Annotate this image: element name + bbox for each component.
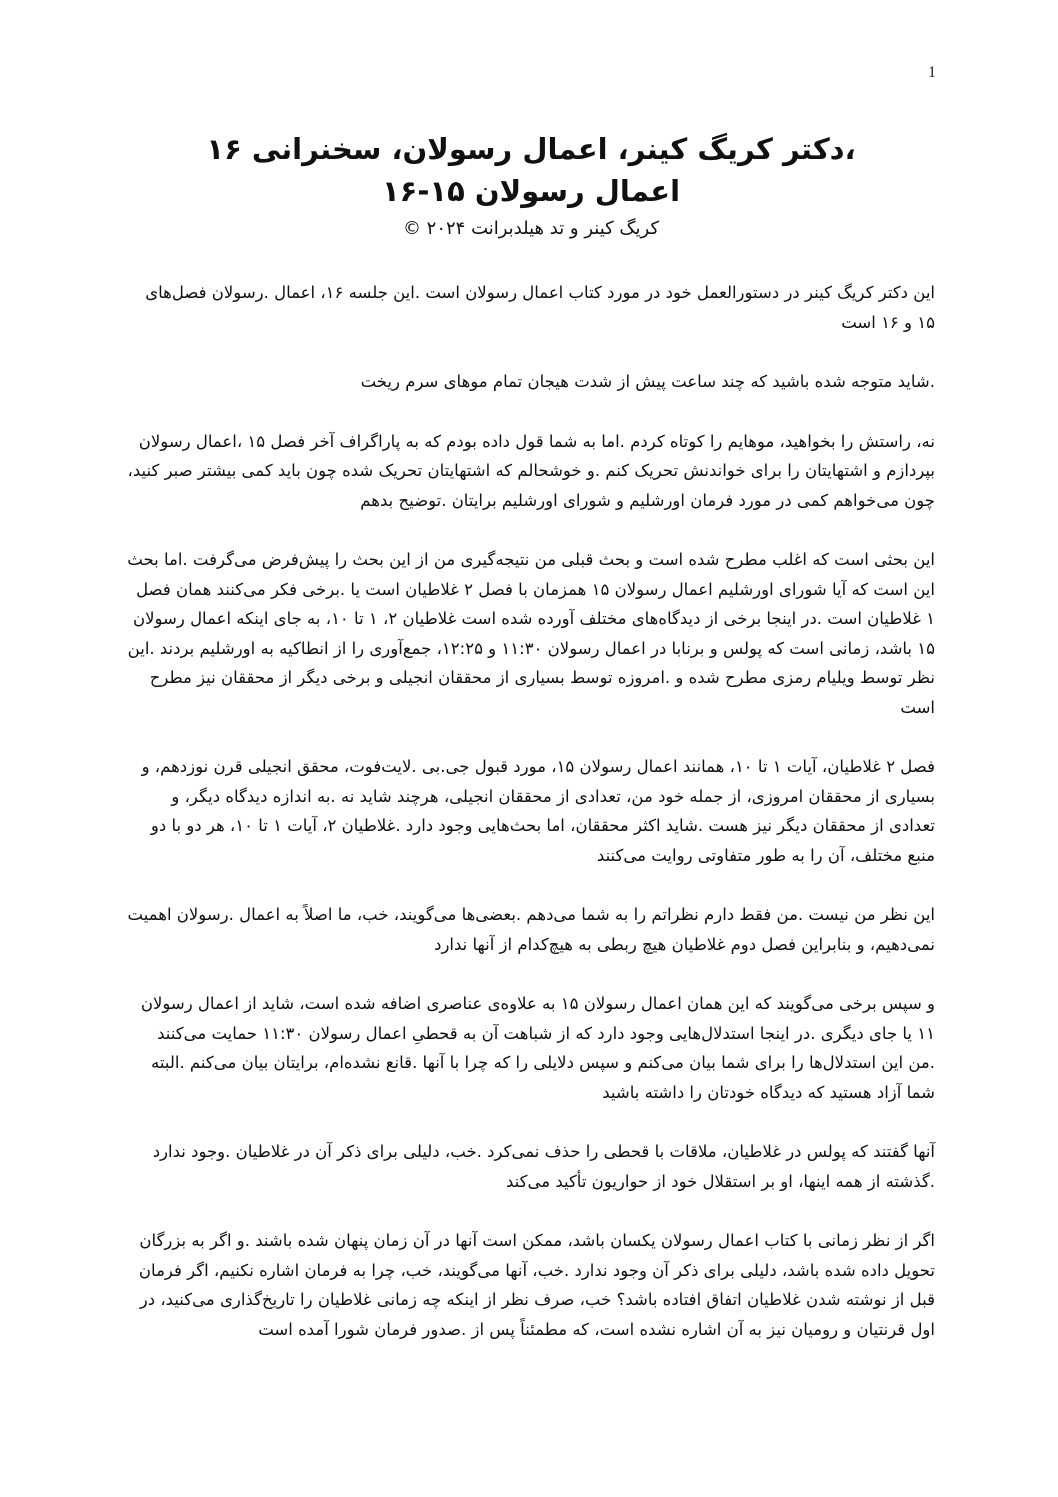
paragraph-5: فصل ۲ غلاطیان، آیات ۱ تا ۱۰، همانند اعمال رسولان ۱۵، مورد قبول جی.بی .لایت‌فوت، محقق انجیلی قرن نوزدهم، و بسیاری از محققان امروزی، از جمله خود من، تعدادی از محققان انجیلی، هرچند شاید نه .به اندازه دیدگاه دیگر، و تعدادی از محققان دیگر نیز هست .شاید اکثر محققان، اما بحث‌هایی وجود دارد .غلاطیان ۲، آیات ۱ تا ۱۰، هر دو با دو منبع مختلف، آن را به طور متفاوتی روایت می‌کنند xyxy=(141,757,935,865)
paragraph-7: و سپس برخی می‌گویند که این همان اعمال رسولان ۱۵ به علاوه‌ی عناصری اضافه شده است، شاید از اعمال رسولان ۱۱ یا جای دیگری .در اینجا استدلال‌هایی وجود دارد که از شباهت آن به قحطیِ اعمال رسولان ۱۱:۳۰ حمایت می‌کنند .من این استدلال‌ها را برای شما بیان می‌کنم و سپس دلایلی را که چرا با آنها .قانع نشده‌ام، برایتان بیان می‌کنم .البته شما آزاد هستید که دیدگاه خودتان را داشته باشید xyxy=(140,994,935,1102)
paragraph-4: این بحثی است که اغلب مطرح شده است و بحث قبلی من نتیجه‌گیری من از این بحث را پیش‌فرض می‌گرفت .اما بحث این است که آیا شورای اورشلیم اعمال رسولان ۱۵ همزمان با فصل ۲ غلاطیان است یا .برخی فکر می‌کنند همان فصل ۱ غلاطیان است .در اینجا برخی از دیدگاه‌های مختلف آورده شده است غلاطیان ۲، ۱ تا ۱۰، به جای اینکه اعمال رسولان ۱۵ باشد، زمانی است که پولس و برنابا در اعمال رسولان ۱۱:۳۰ و ۱۲:۲۵، جمع‌آوری را از انطاکیه به اورشلیم بردند .این نظر توسط ویلیام رمزی مطرح شده و .امروزه توسط بسیاری از محققان انجیلی و برخی دیگر از محققان نیز مطرح است xyxy=(127,550,935,717)
page-number: 1 xyxy=(928,64,936,81)
document-content xyxy=(127,128,935,1374)
paragraph-6: این نظر من نیست .من فقط دارم نظراتم را به شما می‌دهم .بعضی‌ها می‌گویند، خب، ما اصلاً به اعمال .رسولان اهمیت نمی‌دهیم، و بنابراین فصل دوم غلاطیان هیچ ربطی به هیچ‌کدام از آنها ندارد xyxy=(127,905,935,954)
document-title xyxy=(127,128,935,212)
document-body xyxy=(127,278,935,1344)
title-line-1: ،دکتر کریگ کینر، اعمال رسولان، سخنرانی ۱۶ xyxy=(206,132,856,166)
title-line-2: اعمال رسولان ۱۵-۱۶ xyxy=(381,174,681,208)
paragraph-9: اگر از نظر زمانی با کتاب اعمال رسولان یکسان باشد، ممکن است آنها در آن زمان پنهان شده باشند .و اگر به بزرگان تحویل داده شده باشد، دلیلی برای ذکر آن وجود ندارد .خب، آنها می‌گویند، خب، چرا به فرمان اشاره نکنیم، اگر فرمان قبل از نوشته شدن غلاطیان اتفاق افتاده باشد؟ خب، صرف نظر از اینکه چه زمانی غلاطیان را تاریخ‌گذاری می‌کنید، در اول قرنتیان و رومیان نیز به آن اشاره نشده است، که مطمئناً پس از .صدور فرمان شورا آمده است xyxy=(138,1231,935,1339)
paragraph-1: این دکتر کریگ کینر در دستورالعمل خود در مورد کتاب اعمال رسولان است .این جلسه ۱۶، اعمال .رسولان فصل‌های ۱۵ و ۱۶ است xyxy=(145,283,935,332)
paragraph-3: نه، راستش را بخواهید، موهایم را کوتاه کردم .اما به شما قول داده بودم که به پاراگراف آخر فصل ۱۵ ،اعمال رسولان بپردازم و اشتهایتان را برای خواندنش تحریک کنم .و خوشحالم که اشتهایتان تحریک شده چون باید کمی بیشتر صبر کنید، چون می‌خواهم کمی در مورد فرمان اورشلیم و شورای اورشلیم برایتان .توضیح بدهم xyxy=(127,431,935,510)
paragraph-2: .شاید متوجه شده باشید که چند ساعت پیش از شدت هیجان تمام موهای سرم ریخت xyxy=(360,372,935,391)
paragraph-8: آنها گفتند که پولس در غلاطیان، ملاقات با قحطی را حذف نمی‌کرد .خب، دلیلی برای ذکر آن در غلاطیان .وجود ندارد .گذشته از همه اینها، او بر استقلال خود از حواریون تأکید می‌کند xyxy=(152,1142,935,1191)
document-header xyxy=(127,128,935,244)
copyright-line: کریگ کینر و تد هیلدبرانت ۲۰۲۴ © xyxy=(402,218,660,239)
